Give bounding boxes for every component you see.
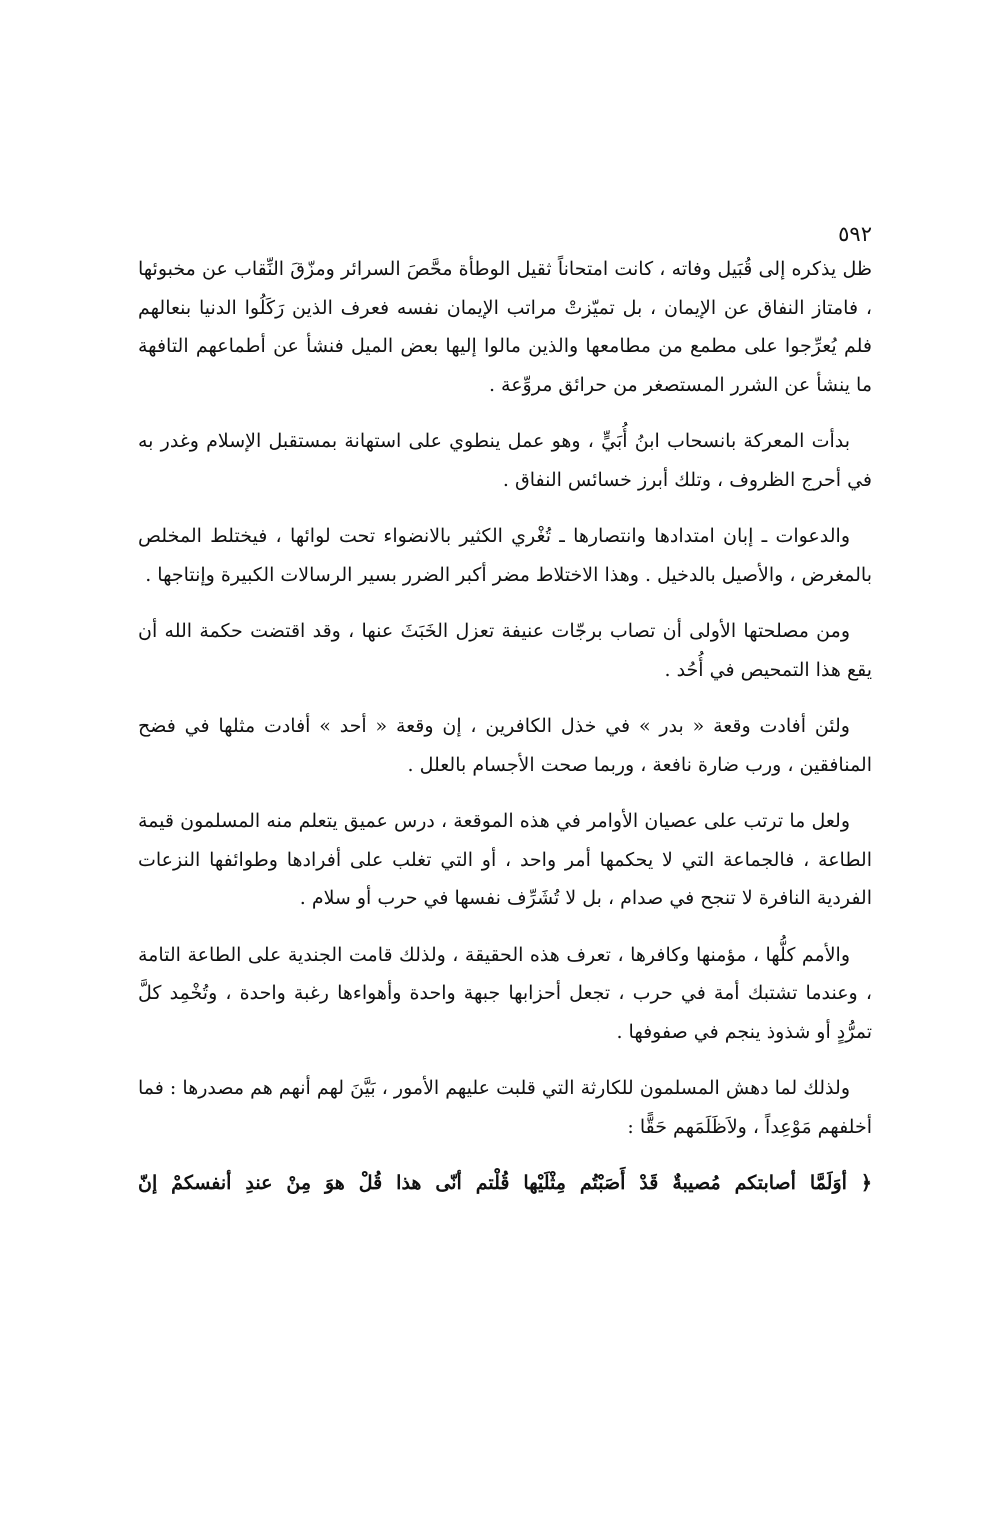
paragraph: ومن مصلحتها الأولى أن تصاب برجّات عنيفة تعزل الخَبَثَ عنها ، وقد اقتضت حكمة الله أن يقع هذا التمحيص في أُحُد . (138, 620, 872, 681)
paragraph: والأمم كلُّها ، مؤمنها وكافرها ، تعرف هذه الحقيقة ، ولذلك قامت الجندية على الطاعة التامة ، وعندما تشتبك أمة في حرب ، تجعل أحزابها جبهة واحدة وأهواءها رغبة واحدة ، وتُخْمِد كلَّ تمرُّدٍ أو شذوذ ينجم في صفوفها . (138, 943, 872, 1043)
paragraph: ولئن أفادت وقعة « بدر » في خذل الكافرين ، إن وقعة « أحد » أفادت مثلها في فضح المنافقين ، ورب ضارة نافعة ، وربما صحت الأجسام بالعلل . (138, 715, 872, 776)
page-number: ٥٩٢ (838, 222, 872, 246)
paragraph: بدأت المعركة بانسحاب ابنُ أُبَيٍّ ، وهو عمل ينطوي على استهانة بمستقبل الإسلام وغدر به في أحرج الظروف ، وتلك أبرز خسائس النفاق . (138, 430, 872, 491)
paragraph: ظل يذكره إلى قُبَيل وفاته ، كانت امتحاناً ثقيل الوطأة محَّصَ السرائر ومزّقَ النِّقاب عن مخبوئها ، فامتاز النفاق عن الإيمان ، بل تميّزتْ مراتب الإيمان نفسه فعرف الذين رَكَلُوا الدنيا بنعالهم فلم يُعرِّجوا على مطمع من مطامعها والذين مالوا إليها بعض الميل فنشأ عن أطماعهم التافهة ما ينشأ عن الشرر المستصغر من حرائق مروِّعة . (138, 258, 872, 396)
paragraph: والدعوات ـ إبان امتدادها وانتصارها ـ تُغْري الكثير بالانضواء تحت لوائها ، فيختلط المخلص بالمغرض ، والأصيل بالدخيل . وهذا الاختلاط مضر أكبر الضرر بسير الرسالات الكبيرة وإنتاجها . (138, 525, 872, 586)
quran-verse: ﴿ أوَلَمَّا أصابتكم مُصيبةٌ قَدْ أَصَبْتُم مِثْلَيْها قُلْتم أنّى هذا قُلْ هوَ مِنْ عندِ أنفسكمْ إنّ (138, 1172, 872, 1194)
page-body (138, 250, 872, 1203)
paragraph: ولعل ما ترتب على عصيان الأوامر في هذه الموقعة ، درس عميق يتعلم منه المسلمون قيمة الطاعة ، فالجماعة التي لا يحكمها أمر واحد ، أو التي تغلب على أفرادها وطوائفها النزعات الفردية النافرة لا تنجح في صدام ، بل لا تُشَرِّف نفسها في حرب أو سلام . (138, 810, 872, 909)
paragraph: ولذلك لما دهش المسلمون للكارثة التي قلبت عليهم الأمور ، بَيَّنَ لهم أنهم هم مصدرها : فما أخلفهم مَوْعِداً ، ولاَظَلَمَهم حَقًّا : (138, 1077, 872, 1138)
